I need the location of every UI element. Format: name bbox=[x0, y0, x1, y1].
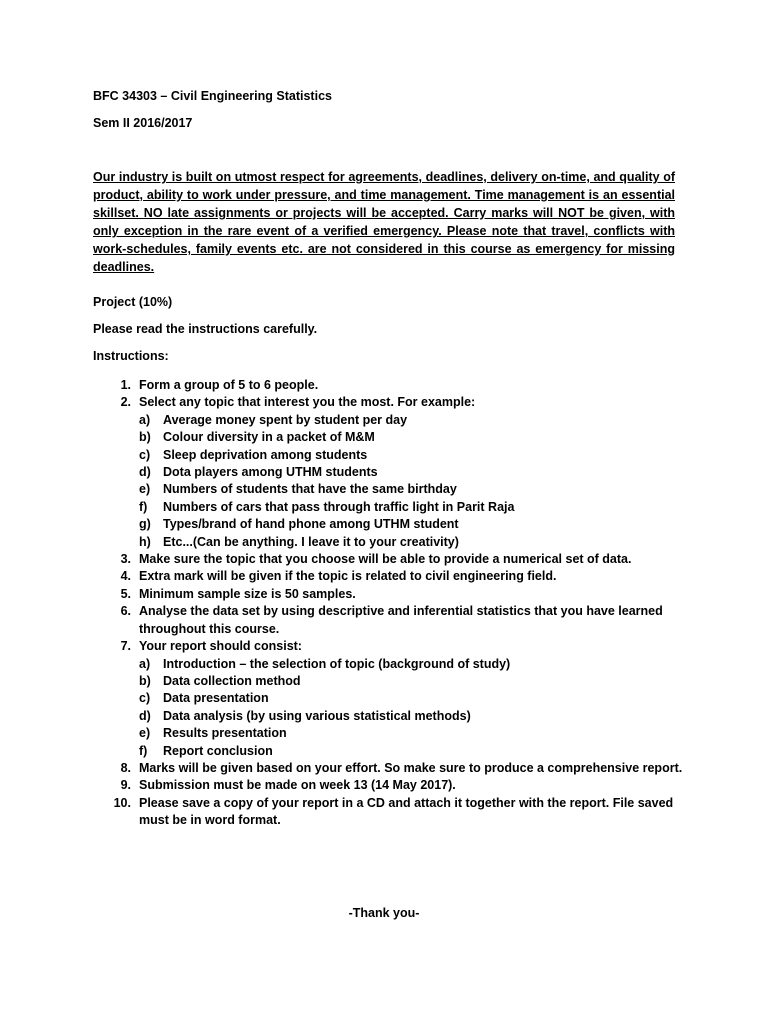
course-title: BFC 34303 – Civil Engineering Statistics bbox=[93, 89, 332, 103]
project-title: Project (10%) bbox=[93, 295, 173, 309]
report-section-item: f) Report conclusion bbox=[139, 743, 273, 758]
deadline-notice: Our industry is built on utmost respect for agreements, deadlines, delivery on-time, and quality of product, ability to work under pressure, and time management. Time management is an essential skillset. NO late assignments or projects will be accepted. Carry marks will NOT be given, with only exception in the rare event of a verified emergency. Please note that travel, conflicts with work-schedules, family events etc. are not considered in this course as emergency for missing deadlines. bbox=[93, 170, 675, 274]
report-section-item: a) Introduction – the selection of topic (background of study) bbox=[139, 656, 511, 671]
instruction-item: 7. Your report should consist: a) Introduction – the selection of topic (background of study) b) Data collection method c) Data presentation d) Data analysis (by using various statistical methods) e) Results presentation f) Report conclusion bbox=[93, 638, 693, 760]
closing-text: -Thank you- bbox=[348, 906, 420, 920]
instruction-item: 4. Extra mark will be given if the topic is related to civil engineering field. bbox=[120, 569, 557, 584]
instructions-list bbox=[93, 377, 693, 830]
topic-example-item: g) Types/brand of hand phone among UTHM student bbox=[139, 517, 459, 532]
topic-example-item: f) Numbers of cars that pass through traffic light in Parit Raja bbox=[139, 499, 515, 514]
project-intro: Please read the instructions carefully. bbox=[93, 322, 318, 336]
topic-example-item: b) Colour diversity in a packet of M&M bbox=[139, 430, 375, 445]
topic-examples-list bbox=[139, 412, 693, 551]
topic-example-item: e) Numbers of students that have the same birthday bbox=[139, 482, 457, 497]
topic-example-item: d) Dota players among UTHM students bbox=[139, 465, 378, 480]
instruction-item: 10. Please save a copy of your report in a CD and attach it together with the report. File saved must be in word format. bbox=[113, 795, 674, 828]
instruction-item: 8. Marks will be given based on your effort. So make sure to produce a comprehensive report. bbox=[120, 760, 683, 775]
report-sections-list bbox=[139, 656, 693, 760]
topic-example-item: a) Average money spent by student per day bbox=[139, 412, 408, 427]
instruction-item: 3. Make sure the topic that you choose will be able to provide a numerical set of data. bbox=[120, 552, 632, 567]
instruction-item: 1. Form a group of 5 to 6 people. bbox=[120, 378, 319, 392]
semester-label: Sem II 2016/2017 bbox=[93, 116, 193, 130]
topic-example-item: c) Sleep deprivation among students bbox=[139, 447, 368, 462]
report-section-item: b) Data collection method bbox=[139, 673, 301, 688]
topic-example-item: h) Etc...(Can be anything. I leave it to your creativity) bbox=[139, 534, 459, 549]
instruction-item: 6. Analyse the data set by using descriptive and inferential statistics that you have learned throughout this course. bbox=[120, 604, 663, 636]
report-section-item: d) Data analysis (by using various statistical methods) bbox=[139, 708, 471, 723]
instruction-item: 9. Submission must be made on week 13 (14 May 2017). bbox=[120, 778, 456, 793]
instruction-item: 5. Minimum sample size is 50 samples. bbox=[120, 586, 356, 601]
instructions-label: Instructions: bbox=[93, 349, 169, 363]
report-section-item: e) Results presentation bbox=[139, 726, 287, 741]
report-section-item: c) Data presentation bbox=[139, 691, 269, 706]
instruction-item: 2. Select any topic that interest you the most. For example: a) Average money spent by student per day b) Colour diversity in a packet of M&M c) Sleep deprivation among students d) Dota players among UTHM students e) Numbers of students that have the same birthday f) Numbers of cars that pass through traffic light in Parit Raja g) Types/brand of hand phone among UTHM student h) Etc...(Can be anything. I leave it to your creativity) bbox=[93, 394, 693, 551]
